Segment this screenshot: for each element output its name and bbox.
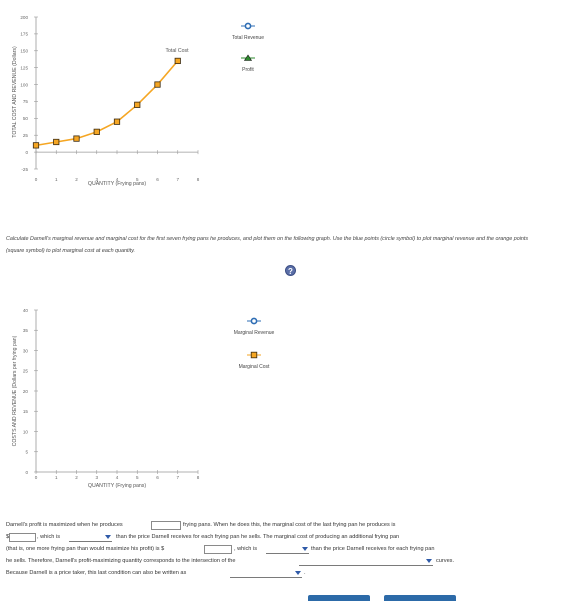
q-line2c: than the price Darnell receives for each frying pan he sells. The marginal cost of producing an additional frying pan — [116, 534, 400, 540]
chart2-y-tick-label: 35 — [22, 328, 28, 334]
chart1-x-tick-label: 6 — [156, 177, 159, 182]
q-line2b: , which is — [37, 534, 61, 540]
curves-dropdown[interactable] — [299, 558, 433, 566]
chart2-x-axis-label: QUANTITY (Frying pans) — [87, 483, 147, 489]
total-cost-point[interactable] — [74, 136, 79, 141]
chart1-y-tick-label: 125 — [20, 65, 28, 71]
mc-last-input[interactable] — [9, 533, 36, 542]
chart1-y-tick-label: 150 — [20, 48, 28, 54]
quantity-field[interactable] — [152, 522, 181, 529]
chart1-y-tick-label: 75 — [22, 99, 28, 105]
chevron-down-icon — [105, 535, 111, 539]
chart1-x-tick-label: 1 — [54, 177, 58, 182]
mc-additional-field[interactable] — [205, 546, 232, 553]
chart1-x-tick-label: 0 — [34, 177, 38, 182]
chart2-y-tick-label: 40 — [22, 307, 28, 313]
chart1-y-tick-label: 175 — [20, 31, 28, 37]
q-line2a: $ — [6, 534, 10, 540]
q-line5a: Because Darnell is a price taker, this last condition can also be written as — [6, 570, 187, 576]
help-icon[interactable]: ? — [285, 265, 296, 276]
legend-label: Total Revenue — [232, 35, 264, 41]
total-cost-point[interactable] — [155, 82, 160, 87]
chart2-x-tick-label: 6 — [156, 475, 159, 480]
q-line1a: Darnell's profit is maximized when he produces — [6, 522, 123, 528]
chart2-y-tick-label: 20 — [22, 388, 28, 394]
chart2-x-tick-label: 1 — [54, 475, 58, 480]
chart1-y-tick-label: -25 — [21, 166, 28, 172]
submit-button[interactable] — [384, 595, 456, 601]
legend-label: Marginal Revenue — [233, 330, 275, 336]
legend-circle-icon[interactable] — [251, 318, 256, 323]
chart2-x-tick-label: 7 — [176, 475, 180, 480]
quantity-input[interactable] — [151, 521, 181, 530]
total-cost-point[interactable] — [54, 139, 59, 144]
total-cost-line — [36, 61, 178, 145]
legend-circle-icon[interactable] — [245, 23, 250, 28]
total-cost-point[interactable] — [175, 58, 180, 63]
grade-button[interactable] — [308, 595, 370, 601]
chart2-x-tick-label: 8 — [196, 475, 200, 480]
chart2-y-axis-label: COSTS AND REVENUE (Dollars per frying pan) — [12, 335, 18, 447]
instructions-text: Calculate Darnell's marginal revenue and marginal cost for the first seven frying pans he produces, and plot them on the following graph. Use the blue points (circle symbol) to plot marginal revenue and the orange points (square symbol) to plot marginal cost at each quantity. — [6, 236, 529, 254]
chart2-y-tick-label: 15 — [22, 409, 28, 415]
chart2-x-tick-label: 2 — [75, 475, 78, 480]
legend-square-icon[interactable] — [251, 352, 257, 358]
mc-additional-input[interactable] — [204, 545, 232, 554]
marginal-cost-revenue-graph[interactable] — [0, 290, 570, 520]
chevron-down-icon — [302, 547, 308, 551]
chart1-y-tick-label: 0 — [25, 149, 28, 155]
total-cost-point[interactable] — [33, 143, 38, 148]
chart2-y-tick-label: 0 — [25, 469, 28, 475]
chart1-x-axis-label: QUANTITY (Frying pans) — [87, 181, 147, 187]
q-line4a: he sells. Therefore, Darnell's profit-maximizing quantity corresponds to the intersection of the — [6, 558, 236, 564]
chart1-y-tick-label: 200 — [20, 14, 28, 20]
total-cost-point[interactable] — [94, 129, 99, 134]
chart2-y-tick-label: 25 — [22, 368, 28, 374]
chart2-x-tick-label: 4 — [115, 475, 119, 480]
chart2-y-tick-label: 10 — [22, 429, 28, 435]
chart2-x-tick-label: 3 — [95, 475, 99, 480]
chart1-y-tick-label: 100 — [20, 82, 28, 88]
chart1-x-tick-label: 8 — [196, 177, 200, 182]
q-line5b: . — [304, 570, 306, 576]
total-cost-revenue-graph[interactable] — [0, 0, 570, 220]
chevron-down-icon — [295, 571, 301, 575]
chart1-y-tick-label: 25 — [22, 133, 28, 139]
q-line3b: , which is — [234, 546, 258, 552]
chart2-x-tick-label: 0 — [34, 475, 38, 480]
total-cost-point[interactable] — [114, 119, 119, 124]
chevron-down-icon — [426, 559, 432, 563]
chart1-x-tick-label: 5 — [135, 177, 139, 182]
total-cost-point[interactable] — [135, 102, 140, 107]
chart1-x-tick-label: 3 — [95, 177, 99, 182]
chart2-y-tick-label: 5 — [25, 449, 28, 455]
legend-label: Marginal Cost — [238, 364, 270, 370]
chart1-x-tick-label: 7 — [176, 177, 180, 182]
compare2-dropdown[interactable] — [266, 546, 309, 554]
chart1-x-tick-label: 2 — [75, 177, 78, 182]
q-line3a: (that is, one more frying pan than would maximize his profit) is $ — [6, 546, 165, 552]
q-line4b: curves. — [436, 558, 455, 564]
mc-last-field[interactable] — [10, 534, 36, 541]
total-cost-curve-label: Total Cost — [165, 48, 189, 54]
compare1-dropdown[interactable] — [69, 534, 112, 542]
legend-label: Profit — [242, 67, 254, 73]
chart1-y-axis-label: TOTAL COST AND REVENUE (Dollars) — [12, 46, 18, 138]
chart2-x-tick-label: 5 — [135, 475, 139, 480]
q-line3c: than the price Darnell receives for each frying pan — [311, 546, 435, 552]
chart1-y-tick-label: 50 — [22, 116, 28, 122]
q-line1b: frying pans. When he does this, the marginal cost of the last frying pan he produces is — [183, 522, 396, 528]
chart1-x-tick-label: 4 — [115, 177, 119, 182]
chart2-y-tick-label: 30 — [22, 348, 28, 354]
condition-dropdown[interactable] — [230, 570, 302, 578]
